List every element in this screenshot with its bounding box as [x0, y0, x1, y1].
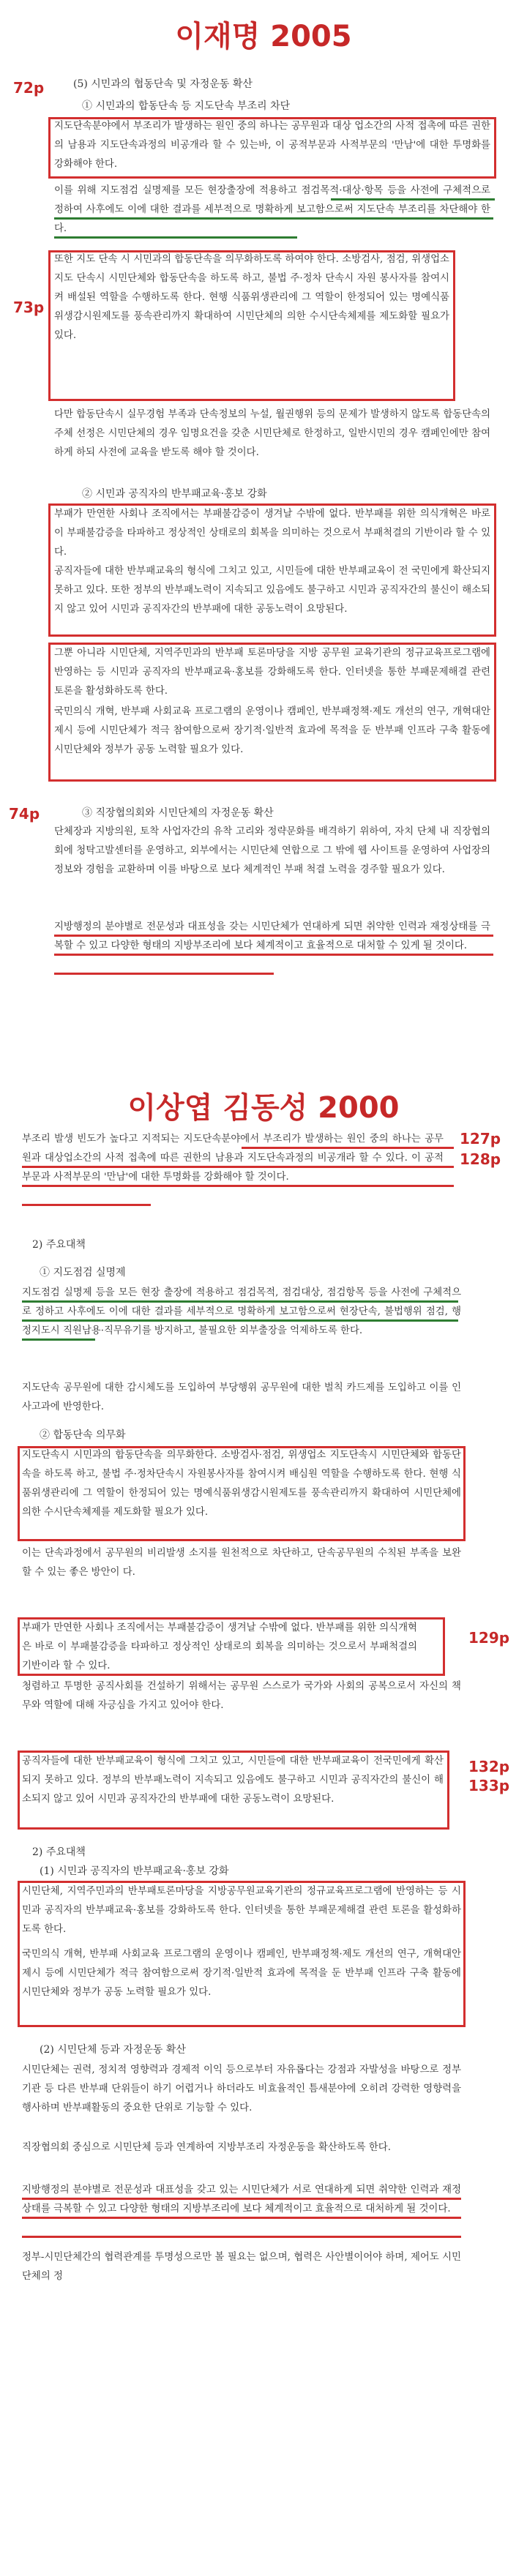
highlight-box-132	[18, 1751, 449, 1830]
page-number-133: 133p	[468, 1777, 510, 1794]
doc1-paragraph-5: 공직자들에 대한 반부패교육의 형식에 그치고 있고, 시민들에 대한 반부패교육이 전 국민에게 확산되지 못하고 있다. 또한 정부의 반부패노력이 지속되고 있음에도 불구하고 시민과 공직자간의 불신이 해소되지 않고 있어 시민과 공직자간의 반부패에 대한 공동노력이 요망된다.	[54, 566, 490, 615]
doc2-section-2b-heading: 2) 주요대책	[32, 1846, 86, 1858]
doc1-paragraph-6: 그뿐 아니라 시민단체, 지역주민과의 반부패 토론마당을 지방 공무원 교육기관의 정규교육프로그램에 반영하는 등 시민과 공직자의 반부패교육·홍보를 강화해도록 한다. 인터넷을 통한 부패문제해결 관련 토론을 활성화하도록 한다.	[54, 648, 490, 697]
doc2-paragraph-7: 시민단체, 지역주민과의 반부패토론마당을 지방공무원교육기관의 정규교육프로그램에 반영하는 등 시민과 공직자의 반부패교육·홍보를 강화하도록 한다. 인터넷을 통한 부패문제해결 관련 토론을 활성화하도록 한다.	[22, 1886, 461, 1935]
doc2-title: 이상엽 김동성 2000	[127, 1091, 400, 1125]
doc2-paragraph-6: 공직자들에 대한 반부패교육이 형식에 그치고 있고, 시민들에 대한 반부패교육이 전국민에게 확산되지 못하고 있다. 정부의 반부패노력이 지속되고 있음에도 불구하고 시민과 공직자간의 불신이 해소되지 않고 있어 시민과 공직자간의 반부패에 대한 공동노력이 요망된다.	[22, 1756, 444, 1805]
green-underline-doc2-3	[22, 1338, 95, 1341]
doc2-section-2-heading: 2) 주요대책	[32, 1239, 86, 1251]
doc2-section-2b-2-heading: (2) 시민단체 등과 자정운동 확산	[40, 2044, 186, 2056]
highlight-box-73b	[48, 503, 496, 637]
doc2-paragraph-11: 지방행정의 분야별로 전문성과 대표성을 갖고 있는 시민단체가 서로 연대하게 되면 취약한 인력과 재정상태를 극복할 수 있고 다양한 형태의 지방부조리에 보다 체계적이고 효율적으로 대처하게 될 것이다.	[22, 2184, 461, 2214]
doc2-section-2-1-heading: ① 지도점검 실명제	[40, 1267, 126, 1278]
green-underline-1	[331, 198, 495, 201]
doc2-section-2b-1-heading: (1) 시민과 공직자의 반부패교육·홍보 강화	[40, 1865, 229, 1877]
doc2-paragraph-3: 지도단속 공무원에 대한 감시체도를 도입하여 부당행위 공무원에 대한 벌칙 카드제를 도입하고 이를 인사고과에 반영한다.	[22, 1382, 461, 1412]
doc1-paragraph-2: 이를 위해 지도점검 실명제를 모든 현장출장에 적용하고 점검목적·대상·항목 등을 사전에 구체적으로 정하여 사후에도 이에 대한 결과를 세부적으로 명확하게 보고함으로써 지도단속 부조리를 차단해야 한다.	[54, 185, 490, 234]
doc1-title: 이재명 2005	[175, 20, 352, 53]
underline-doc2-end-1	[22, 2198, 461, 2200]
underline-128-1	[22, 1166, 454, 1168]
page-number-127: 127p	[460, 1130, 501, 1147]
section-5-3-heading: ③ 직장협의회와 시민단체의 자정운동 확산	[82, 807, 274, 819]
doc2-paragraph-11b: 정부-시민단체간의 협력관계를 투명성으로만 볼 필요는 없으며, 협력은 사안별이어야 하며, 제어도 시민단체의 정	[22, 2252, 461, 2282]
doc1-paragraph-8: 단체장과 지방의원, 토착 사업자간의 유착 고리와 정략문화를 배격하기 위하여, 자치 단체 내 직장협의회에 청탁고발센터를 운영하고, 외부에서는 시민단체 연합으로 그 밖에 웹 사이트를 운영하여 사업장의 정보와 경험을 교환하며 이를 바탕으로 보다 체계적인 부패 척결 노력을 경주할 필요가 있다.	[54, 826, 490, 875]
doc2-paragraph-10: 직장협의회 중심으로 시민단체 등과 연계하여 지방부조리 자정운동을 확산하도록 한다.	[22, 2142, 391, 2153]
doc1-paragraph-3b: 다만 합동단속시 실무경험 부족과 단속정보의 누설, 월권행위 등의 문제가 발생하지 않도록 합동단속의 주체 선정은 시민단체의 경우 임명요건을 갖춘 시민단체로 한정하고, 일반시민의 경우 캠페인에만 참여하게 하되 사전에 교육을 받도록 해야 할 것이다.	[54, 409, 490, 458]
doc2-paragraph-4b: 이는 단속과정에서 공무원의 비리발생 소지를 원천적으로 차단하고, 단속공무원의 수칙된 부족을 보완할 수 있는 좋은 방안이 다.	[22, 1548, 461, 1578]
page-number-132: 132p	[468, 1758, 510, 1775]
underline-doc2-end-2	[22, 2217, 461, 2219]
underline-74-2	[54, 954, 493, 956]
highlight-box-129	[18, 1617, 445, 1676]
doc2-paragraph-9: 시민단체는 권력, 정치적 영향력과 경제적 이익 등으로부터 자유롭다는 강점과 자발성을 바탕으로 정부기관 등 다른 반부패 단위들이 하기 어렵거나 하더라도 비효율적인 틈새분야에 오히려 강력한 영향력을 행사하며 반부패활동의 중요한 단위로 기능할 수 있다.	[22, 2064, 461, 2113]
page-number-72: 72p	[13, 79, 45, 97]
page-number-128: 128p	[460, 1150, 501, 1168]
section-5-heading: (5) 시민과의 협동단속 및 자정운동 확산	[73, 78, 253, 90]
highlight-box-73c	[48, 643, 496, 782]
doc1-paragraph-3: 또한 지도 단속 시 시민과의 합동단속을 의무화하도록 하여야 한다. 소방검사, 점검, 위생업소 지도 단속시 시민단체와 합동단속을 하도록 하고, 불법 주·정차 단속시 자원 봉사자를 참여시켜 배설된 역할을 수행하도록 한다. 현행 식품위생관리에 그 역할이 한정되어 있는 명예식품위생감시원제도를 풍속관리까지 확대하여 시민단체의 의한 수시단속체제를 제도화할 필요가 있다.	[54, 254, 449, 341]
green-underline-doc2-1	[22, 1300, 458, 1303]
page-number-74: 74p	[9, 805, 40, 823]
section-5-2-heading: ② 시민과 공직자의 반부패교육·홍보 강화	[82, 488, 267, 500]
doc1-paragraph-7: 국민의식 개혁, 반부패 사회교육 프로그램의 운영이나 캠페인, 반부패정책·제도 개선의 연구, 개혁대안 제시 등에 시민단체가 적극 참여함으로써 장기적·일반적 효과에 목적을 둔 반부패 인프라 구축 활동에 시민단체와 정부가 공동 노력할 필요가 있다.	[54, 706, 490, 755]
doc2-paragraph-4: 지도단속시 시민과의 합동단속을 의무화한다. 소방검사·점검, 위생업소 지도단속시 시민단체와 합동단속을 하도록 하고, 불법 주·정차단속시 자원봉사자를 참여시켜 배심원 역할을 수행하도록 한다. 현행 식품위생관리에 그 역할이 한정되어 있는 명예식품위생감시원제도를 풍속관리까지 확대하여 시민단체에 의한 수시단속체제를 제도화할 필요가 있다.	[22, 1450, 461, 1518]
underline-128-2	[22, 1185, 454, 1187]
doc2-paragraph-1: 부조리 발생 빈도가 높다고 지적되는 지도단속분야에서 부조리가 발생하는 원인 중의 하나는 공무원과 대상업소간의 사적 접촉에 따른 권한의 남용과 지도단속과정의 비공개라 할 수 있다. 이 공적부문과 사적부문의 '만남'에 대한 투명화를 강화해야 할 것이다.	[22, 1134, 444, 1183]
underline-doc2-end-3	[22, 2236, 461, 2238]
doc2-paragraph-5: 부패가 만연한 사회나 조직에서는 부패불감증이 생겨날 수밖에 없다. 반부패를 위한 의식개혁은 바로 이 부패불감증을 타파하고 정상적인 상태로의 회복을 의미하는 것으로서 부패척결의 기반이라 할 수 있다.	[22, 1622, 417, 1671]
underline-74-1	[54, 935, 493, 937]
highlight-box-133	[18, 1881, 466, 2027]
highlight-box-72	[48, 117, 496, 179]
doc1-paragraph-9: 지방행정의 분야별로 전문성과 대표성을 갖는 시민단체가 연대하게 되면 취약한 인력과 재정상태를 극복할 수 있고 다양한 형태의 지방부조리에 보다 체계적이고 효율적으로 대처할 수 있게 될 것이다.	[54, 921, 490, 951]
doc2-paragraph-5b: 청렴하고 투명한 공직사회를 건설하기 위해서는 공무원 스스로가 국가와 사회의 공복으로서 자신의 책무와 역할에 대해 자긍심을 가지고 있어야 한다.	[22, 1681, 461, 1711]
doc1-paragraph-1: 지도단속분야에서 부조리가 발생하는 원인 중의 하나는 공무원과 대상 업소간의 사적 접촉에 따른 권한의 남용과 지도단속과정의 비공개라 할 수 있는바, 이 공적부문과 사적부문의 '만남'에 대한 투명화를 강화해야 한다.	[54, 121, 490, 170]
green-underline-2	[54, 217, 493, 220]
underline-127	[242, 1147, 454, 1149]
highlight-box-doc2-a	[18, 1446, 466, 1541]
doc1-paragraph-4: 부패가 만연한 사회나 조직에서는 부패불감증이 생겨날 수밖에 없다. 반부패를 위한 의식개혁은 바로 이 부패불감증을 타파하고 정상적인 상태로의 회복을 의미하는 것으로서 부패척결의 기반이라 할 수 있다.	[54, 509, 490, 558]
section-5-1-heading: ① 시민과의 합동단속 등 지도단속 부조리 차단	[82, 100, 291, 112]
doc2-section-2-2-heading: ② 합동단속 의무화	[40, 1429, 126, 1441]
underline-74-3	[54, 973, 274, 975]
green-underline-doc2-2	[22, 1319, 458, 1322]
page-number-73: 73p	[13, 299, 45, 316]
green-underline-3	[54, 236, 297, 239]
page-number-129: 129p	[468, 1629, 510, 1647]
doc2-paragraph-2: 지도점검 실명제 등을 모든 현장 출장에 적용하고 점검목적, 점검대상, 점검항목 등을 사전에 구체적으로 정하고 사후에도 이에 대한 결과를 세부적으로 명확하게 보고함으로써 현장단속, 불법행위 점검, 행정지도시 직원남용·직무유기를 방지하고, 불필요한 외부출장을 억제하도록 한다.	[22, 1287, 461, 1336]
underline-128-3	[22, 1204, 151, 1206]
doc2-paragraph-8: 국민의식 개혁, 반부패 사회교육 프로그램의 운영이나 캠페인, 반부패정책·제도 개선의 연구, 개혁대안 제시 등에 시민단체가 적극 참여함으로써 장기적·일반적 효과에 목적을 둔 반부패 인프라 구축 활동에 시민단체와 정부가 공동 노력할 필요가 있다.	[22, 1949, 461, 1998]
highlight-box-73	[48, 250, 455, 401]
